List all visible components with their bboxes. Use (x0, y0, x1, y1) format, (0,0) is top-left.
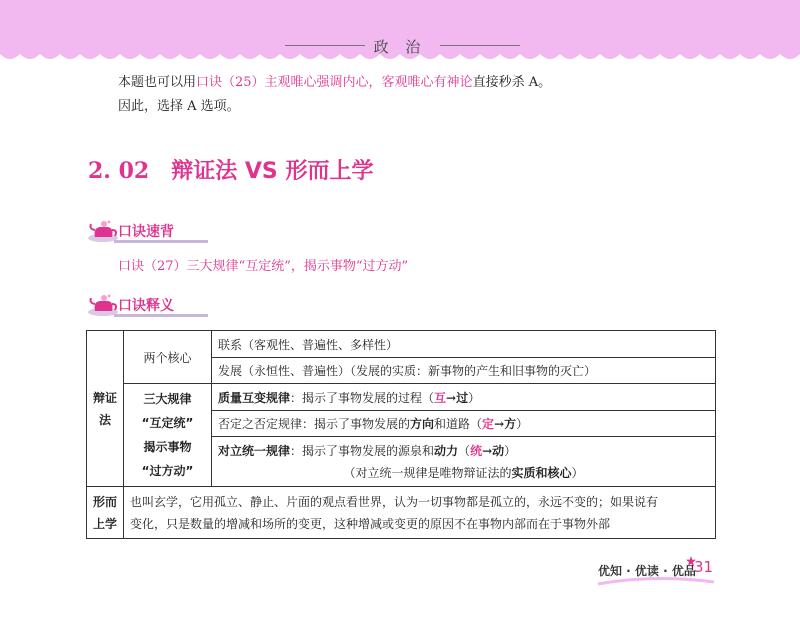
law-3-note-a: （对立统一规律是唯物辩证法的 (343, 465, 512, 480)
page-number: 31 (694, 558, 714, 576)
law-1-key-1: 互 (434, 390, 447, 405)
two-cores-row-2: 发展（永恒性、普遍性）（发展的实质：新事物的产生和旧事物的灭亡） (212, 358, 716, 384)
law-3-emph: 动力 (434, 443, 459, 458)
metaphysics-head-line-2: 上学 (93, 516, 118, 531)
law-1-name: 质量互变规律 (218, 390, 291, 405)
section-heading (88, 154, 373, 185)
law-3-note-c: ） (571, 465, 584, 480)
law-3-close: ） (504, 443, 517, 458)
intro-line-1-highlight: 口诀（25）主观唯心强调内心，客观唯心有神论 (196, 75, 473, 90)
metaphysics-head-line-1: 形而 (93, 494, 118, 509)
three-laws-head-line-1: 三大规律 (143, 392, 192, 406)
metaphysics-body (124, 487, 716, 539)
law-2-key-2: 方 (504, 417, 517, 431)
intro-line-1 (118, 74, 551, 92)
law-1-text: ：揭示了事物发展的过程（ (290, 390, 435, 405)
tag-recite-label: 口诀速背 (118, 224, 174, 240)
table-row (87, 384, 716, 411)
tag-explain (86, 292, 174, 318)
law-3-note (218, 462, 709, 484)
law-3-arrow: → (482, 443, 493, 458)
law-2-emph: 方向 (410, 417, 435, 431)
metaphysics-line-2: 变化，只是数量的增减和场所的变更，这种增减或变更的原因不在事物内部而在于事物外部 (130, 516, 611, 531)
law-2-text: 否定之否定规律：揭示了事物发展的 (218, 417, 411, 431)
law-3-cell (212, 437, 716, 487)
law-1-close: ） (468, 390, 481, 405)
intro-line-2: 因此，选择 A 选项。 (118, 99, 240, 114)
intro-line-1-suffix: 直接秒杀 A。 (472, 75, 552, 90)
footer-swoosh-shape (596, 576, 716, 590)
law-2-close: ） (516, 417, 529, 431)
section-number: 2. 02 (88, 158, 150, 184)
subject-title: 政 治 (373, 38, 427, 56)
law-3-key-1: 统 (470, 443, 483, 458)
law-2-text-2: 和道路（ (434, 417, 483, 431)
tag-explain-label: 口诀释义 (118, 298, 174, 314)
law-3-note-emph: 实质和核心 (511, 465, 572, 480)
law-2-key-1: 定 (482, 417, 495, 431)
tag-recite (86, 218, 174, 244)
metaphysics-line-1: 也叫玄学，它用孤立、静止、片面的观点看世界，认为一切事物都是孤立的，永远不变的；如果说有 (130, 494, 659, 509)
dialectics-head-line-1: 辩证 (93, 390, 118, 405)
intro-line-1-prefix: 本题也可以用 (118, 75, 197, 90)
three-laws-head-line-3: 揭示事物 (143, 440, 192, 454)
law-3-key-2: 动 (492, 443, 505, 458)
metaphysics-head-cell (87, 487, 124, 539)
law-2-arrow: → (494, 417, 505, 431)
dialectics-head-line-2: 法 (98, 412, 111, 427)
tag-recite-underline (114, 240, 208, 243)
two-cores-head: 两个核心 (124, 331, 212, 384)
mnemonic-line: 口诀（27）三大规律“互定统”，揭示事物“过方动” (118, 259, 409, 274)
law-1-key-2: 过 (456, 390, 469, 405)
law-1-arrow: → (446, 390, 457, 405)
two-cores-row-1: 联系（客观性、普遍性、多样性） (212, 331, 716, 358)
law-2-cell (212, 411, 716, 437)
law-1-cell (212, 384, 716, 411)
tag-explain-underline (114, 314, 208, 317)
law-3-open: （ (458, 443, 471, 458)
table-row (87, 487, 716, 539)
law-3-line (218, 440, 709, 462)
law-3-text: ：揭示了事物发展的源泉和 (290, 443, 435, 458)
footer-slogan: 优知 · 优读 · 优品 (598, 564, 696, 578)
three-laws-head-line-4: “过方动” (141, 464, 194, 478)
explanation-table (86, 330, 716, 539)
table-row (87, 331, 716, 358)
three-laws-head (124, 384, 212, 487)
section-title: 辩证法 VS 形而上学 (171, 159, 374, 184)
dialectics-head-cell (87, 331, 124, 487)
three-laws-head-line-2: “互定统” (141, 416, 194, 430)
law-3-name: 对立统一规律 (218, 443, 291, 458)
